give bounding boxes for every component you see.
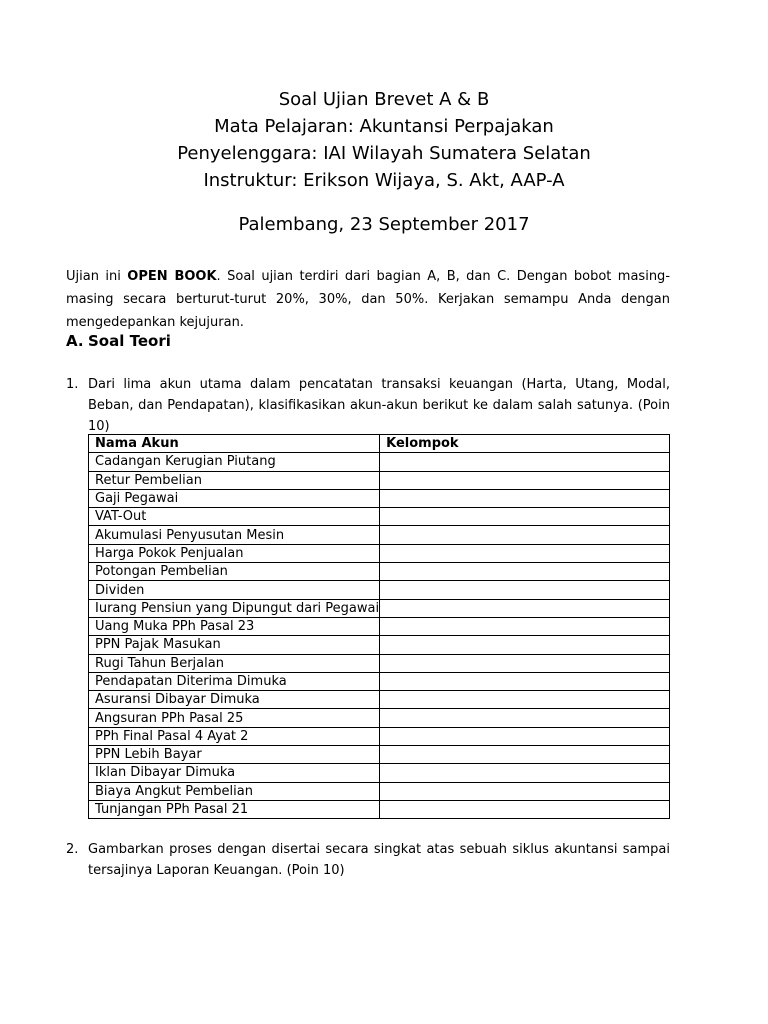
account-name-cell: Retur Pembelian xyxy=(89,471,380,489)
section-title: Soal Teori xyxy=(88,332,171,350)
group-cell[interactable] xyxy=(380,672,670,690)
group-cell[interactable] xyxy=(380,746,670,764)
exam-title: Soal Ujian Brevet A & B xyxy=(278,89,490,110)
table-row xyxy=(89,782,670,800)
table-row xyxy=(89,526,670,544)
group-cell[interactable] xyxy=(380,489,670,507)
question-2 xyxy=(66,839,670,881)
section-letter: A. xyxy=(66,332,84,350)
account-name-cell: PPN Lebih Bayar xyxy=(89,746,380,764)
group-cell[interactable] xyxy=(380,599,670,617)
question-number: 2. xyxy=(66,842,79,857)
table-row xyxy=(89,746,670,764)
column-header-nama-akun: Nama Akun xyxy=(89,435,380,453)
account-name-cell: Dividen xyxy=(89,581,380,599)
account-name-cell: Asuransi Dibayar Dimuka xyxy=(89,691,380,709)
group-cell[interactable] xyxy=(380,526,670,544)
account-name-cell: Biaya Angkut Pembelian xyxy=(89,782,380,800)
account-name-cell: Potongan Pembelian xyxy=(89,563,380,581)
table-row xyxy=(89,691,670,709)
instructions-text-rest: . Soal ujian terdiri dari bagian A, B, dan C. Dengan bobot masing-masing secara berturut-turut 20%, 30%, dan 50%. Kerjakan semampu Anda dengan mengedepankan kejujuran. xyxy=(66,269,671,330)
account-name-cell: Gaji Pegawai xyxy=(89,489,380,507)
table-header-row xyxy=(89,435,670,453)
question-1 xyxy=(66,374,670,437)
group-cell[interactable] xyxy=(380,764,670,782)
table-row xyxy=(89,636,670,654)
table-row xyxy=(89,654,670,672)
account-name-cell: Harga Pokok Penjualan xyxy=(89,544,380,562)
table-row xyxy=(89,508,670,526)
account-name-cell: PPN Pajak Masukan xyxy=(89,636,380,654)
question-text: Dari lima akun utama dalam pencatatan transaksi keuangan (Harta, Utang, Modal, Beban, dan Pendapatan), klasifikasikan akun-akun berikut ke dalam salah satunya. (Poin 10) xyxy=(88,377,670,434)
group-cell[interactable] xyxy=(380,654,670,672)
document-header xyxy=(0,86,768,238)
table-row xyxy=(89,471,670,489)
account-name-cell: Angsuran PPh Pasal 25 xyxy=(89,709,380,727)
table-row xyxy=(89,453,670,471)
account-name-cell: Iklan Dibayar Dimuka xyxy=(89,764,380,782)
table-body xyxy=(89,453,670,819)
group-cell[interactable] xyxy=(380,636,670,654)
organizer-line: Penyelenggara: IAI Wilayah Sumatera Selatan xyxy=(177,143,591,164)
table-row xyxy=(89,727,670,745)
account-name-cell: Iurang Pensiun yang Dipungut dari Pegawai xyxy=(89,599,380,617)
account-name-cell: Rugi Tahun Berjalan xyxy=(89,654,380,672)
instructor-line: Instruktur: Erikson Wijaya, S. Akt, AAP-A xyxy=(203,170,565,191)
table-row xyxy=(89,489,670,507)
group-cell[interactable] xyxy=(380,508,670,526)
account-name-cell: Uang Muka PPh Pasal 23 xyxy=(89,617,380,635)
table-row xyxy=(89,617,670,635)
subject-line: Mata Pelajaran: Akuntansi Perpajakan xyxy=(214,116,554,137)
account-name-cell: Tunjangan PPh Pasal 21 xyxy=(89,800,380,818)
place-date: Palembang, 23 September 2017 xyxy=(238,214,530,235)
table-row xyxy=(89,563,670,581)
instructions-paragraph xyxy=(66,265,670,334)
group-cell[interactable] xyxy=(380,709,670,727)
table-row xyxy=(89,599,670,617)
section-a-heading xyxy=(66,331,171,351)
group-cell[interactable] xyxy=(380,581,670,599)
table-row xyxy=(89,800,670,818)
group-cell[interactable] xyxy=(380,563,670,581)
table-row xyxy=(89,544,670,562)
group-cell[interactable] xyxy=(380,544,670,562)
group-cell[interactable] xyxy=(380,727,670,745)
group-cell[interactable] xyxy=(380,800,670,818)
group-cell[interactable] xyxy=(380,617,670,635)
table-row xyxy=(89,764,670,782)
account-name-cell: Cadangan Kerugian Piutang xyxy=(89,453,380,471)
account-name-cell: Pendapatan Diterima Dimuka xyxy=(89,672,380,690)
table-row xyxy=(89,709,670,727)
table-row xyxy=(89,672,670,690)
column-header-kelompok: Kelompok xyxy=(380,435,670,453)
table-row xyxy=(89,581,670,599)
account-name-cell: VAT-Out xyxy=(89,508,380,526)
instructions-text-start: Ujian ini xyxy=(66,269,128,284)
account-classification-table xyxy=(88,434,670,819)
group-cell[interactable] xyxy=(380,471,670,489)
group-cell[interactable] xyxy=(380,691,670,709)
question-number: 1. xyxy=(66,377,79,392)
question-text: Gambarkan proses dengan disertai secara singkat atas sebuah siklus akuntansi sampai tersajinya Laporan Keuangan. (Poin 10) xyxy=(88,842,670,878)
group-cell[interactable] xyxy=(380,453,670,471)
account-name-cell: Akumulasi Penyusutan Mesin xyxy=(89,526,380,544)
group-cell[interactable] xyxy=(380,782,670,800)
account-name-cell: PPh Final Pasal 4 Ayat 2 xyxy=(89,727,380,745)
open-book-label: OPEN BOOK xyxy=(127,269,217,284)
